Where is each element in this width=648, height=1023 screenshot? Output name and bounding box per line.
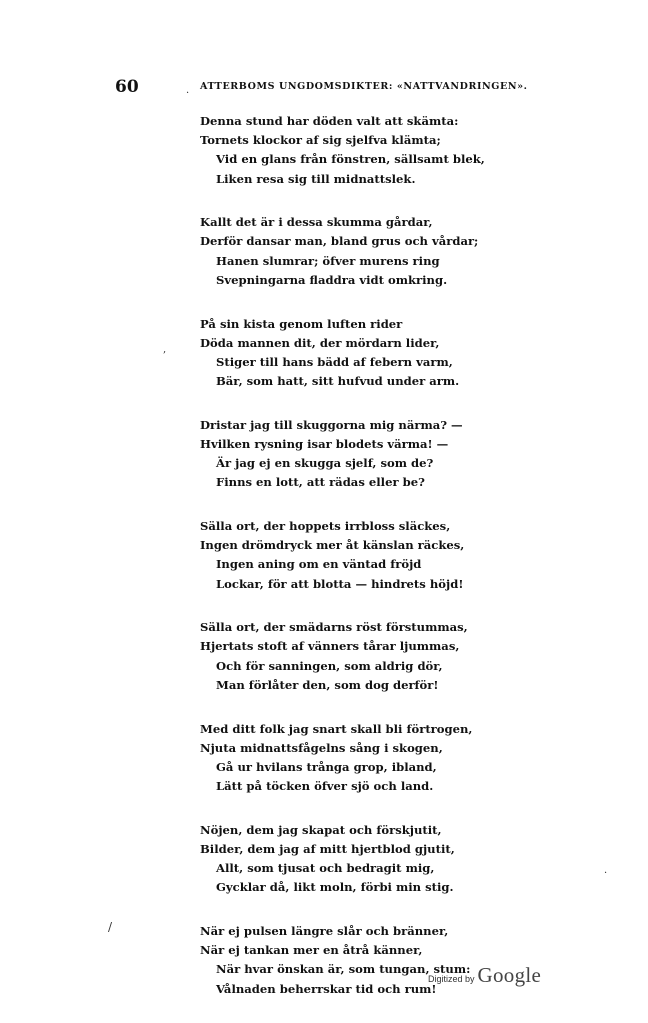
poem-line: Nöjen, dem jag skapat och förskjutit,	[200, 822, 442, 837]
poem-line: Njuta midnattsfågelns sång i skogen,	[200, 740, 443, 755]
poem-line: Gå ur hvilans trånga grop, ibland,	[216, 759, 437, 774]
poem-line: Bilder, dem jag af mitt hjertblod gjutit,	[200, 841, 455, 856]
poem-line: Kallt det är i dessa skumma gårdar,	[200, 215, 433, 230]
poem-line: Man förlåter den, som dog derför!	[216, 677, 439, 692]
poem-line: Allt, som tjusat och bedragit mig,	[216, 861, 435, 876]
stanza	[200, 720, 500, 797]
digitized-by-label: Digitized by	[428, 974, 475, 984]
poem-line: Sälla ort, der hoppets irrbloss släckes,	[200, 519, 451, 533]
poem-line: Och för sanningen, som aldrig dör,	[216, 658, 443, 673]
poem-line: Vid en glans från fönstren, sällsamt blek,	[216, 152, 485, 167]
running-title: ATTERBOMS UNGDOMSDIKTER: «NATTVANDRINGEN».	[200, 81, 528, 92]
digitization-watermark	[428, 963, 541, 988]
poem-line: Med ditt folk jag snart skall bli förtrogen,	[200, 721, 473, 736]
poem-line: När ej tankan mer en åtrå känner,	[200, 943, 423, 958]
stanza	[200, 112, 500, 189]
poem-line: Lätt på töcken öfver sjö och land.	[216, 779, 434, 794]
poem-line: Derför dansar man, bland grus och vårdar;	[200, 234, 479, 249]
stanza	[200, 517, 500, 594]
poem-line: Lockar, för att blotta — hindrets höjd!	[216, 576, 464, 591]
poem-line: Dristar jag till skuggorna mig närma? —	[200, 417, 463, 432]
poem-line: När ej pulsen längre slår och bränner,	[200, 924, 449, 938]
poem-line: Ingen aning om en väntad fröjd	[216, 557, 422, 572]
page-number: 60	[115, 77, 139, 97]
poem-line: Bär, som hatt, sitt hufvud under arm.	[216, 374, 460, 389]
poem-line: Är jag ej en skugga sjelf, som de?	[216, 456, 434, 471]
poem-line: Svepningarna fladdra vidt omkring.	[216, 272, 448, 287]
poem-line: När hvar önskan är, som tungan, stum:	[216, 962, 471, 977]
stanza	[200, 315, 500, 392]
poem-line: Finns en lott, att rädas eller be?	[216, 475, 425, 490]
poem-line: Sälla ort, der smädarns röst förstummas,	[200, 620, 468, 635]
poem-line: Gycklar då, likt moln, förbi min stig.	[216, 880, 454, 895]
print-speck: ·	[186, 88, 190, 99]
poem-line: Hvilken rysning isar blodets värma! —	[200, 436, 449, 451]
stanza	[200, 213, 500, 290]
stanza	[200, 618, 500, 695]
poem-line: På sin kista genom luften rider	[200, 316, 403, 331]
stanza	[200, 416, 500, 493]
google-logo: Google	[477, 963, 542, 987]
poem-line: Liken resa sig till midnattslek.	[216, 171, 416, 186]
print-speck: ,	[163, 344, 167, 355]
print-speck: /	[108, 920, 113, 934]
stanza	[200, 821, 500, 898]
poem-line: Denna stund har döden valt att skämta:	[200, 114, 459, 128]
poem-line: Hanen slumrar; öfver murens ring	[216, 253, 440, 268]
poem-line: Hjertats stoft af vänners tårar ljummas,	[200, 639, 460, 654]
poem-line: Döda mannen dit, der mördarn lider,	[200, 335, 440, 350]
poem-line: Stiger till hans bädd af febern varm,	[216, 354, 453, 369]
poem-line: Tornets klockor af sig sjelfva klämta;	[200, 133, 441, 148]
poem-body	[200, 112, 500, 1023]
print-speck: ·	[604, 868, 608, 879]
poem-line: Ingen drömdryck mer åt känslan räckes,	[200, 538, 465, 553]
poem-line: Vålnaden beherrskar tid och rum!	[216, 981, 437, 996]
